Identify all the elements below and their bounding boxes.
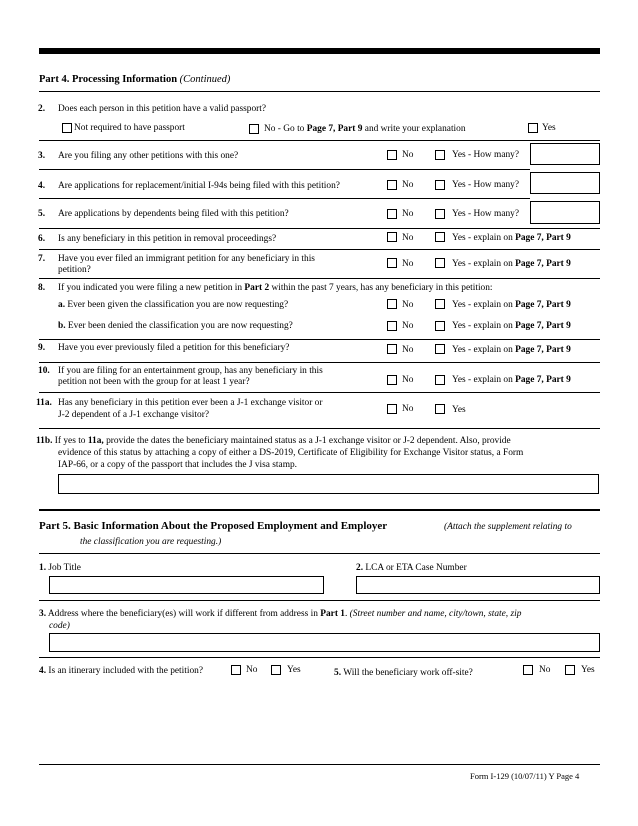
q5-yes-checkbox[interactable]: [435, 209, 445, 219]
q2-not-required-checkbox[interactable]: [62, 123, 72, 133]
q7-no-checkbox[interactable]: [387, 258, 397, 268]
q7-number: 7.: [38, 254, 46, 264]
q11a-no-label: No: [402, 404, 414, 414]
part5-top-rule: [39, 509, 600, 511]
q8b-yes-checkbox[interactable]: [435, 321, 445, 331]
q11a-no-checkbox[interactable]: [387, 404, 397, 414]
itinerary-no-checkbox[interactable]: [231, 665, 241, 675]
q8a-no-checkbox[interactable]: [387, 299, 397, 309]
q2-yes-checkbox[interactable]: [528, 123, 538, 133]
row-rule: [39, 362, 600, 363]
itinerary-label: 4. Is an itinerary included with the petition?: [39, 666, 204, 676]
q8b-text: b. Ever been denied the classification you are now requesting?: [58, 321, 293, 331]
q8a-yes-checkbox[interactable]: [435, 299, 445, 309]
q2-not-required-label: Not required to have passport: [74, 123, 185, 133]
q5-text: Are applications by dependents being filed with this petition?: [58, 209, 289, 219]
part5-header-rule: [39, 553, 600, 554]
job-title-field[interactable]: [49, 576, 324, 594]
lca-case-number-label: 2. LCA or ETA Case Number: [356, 563, 467, 573]
row-rule: [39, 249, 600, 250]
q11a-text-line2: J-2 dependent of a J-1 exchange visitor?: [58, 410, 209, 420]
part4-title: Part 4. Processing Information (Continued): [39, 74, 231, 85]
q3-text: Are you filing any other petitions with this one?: [58, 151, 239, 161]
q11a-yes-label: Yes: [452, 405, 466, 415]
row-rule: [39, 140, 600, 141]
q9-yes-label: Yes - explain on Page 7, Part 9: [452, 345, 571, 355]
q7-text-line2: petition?: [58, 265, 91, 275]
itinerary-yes-checkbox[interactable]: [271, 665, 281, 675]
q5-no-checkbox[interactable]: [387, 209, 397, 219]
top-rule: [39, 48, 600, 54]
q4-how-many-field[interactable]: [530, 172, 600, 194]
q8-number: 8.: [38, 283, 46, 293]
q8b-yes-label: Yes - explain on Page 7, Part 9: [452, 321, 571, 331]
q3-yes-label: Yes - How many?: [452, 150, 520, 160]
part5-note-line2: the classification you are requesting.): [80, 537, 222, 547]
q4-number: 4.: [38, 181, 46, 191]
q11b-dates-field[interactable]: [58, 474, 599, 494]
form-id-footer: Form I-129 (10/07/11) Y Page 4: [470, 771, 580, 781]
q4-yes-label: Yes - How many?: [452, 180, 520, 190]
q10-no-checkbox[interactable]: [387, 375, 397, 385]
row-rule: [39, 339, 600, 340]
off-site-yes-checkbox[interactable]: [565, 665, 575, 675]
q9-no-checkbox[interactable]: [387, 344, 397, 354]
q10-no-label: No: [402, 375, 414, 385]
q7-no-label: No: [402, 259, 414, 269]
q10-number: 10.: [38, 366, 50, 376]
q5-number: 5.: [38, 209, 46, 219]
row-rule: [39, 657, 600, 658]
q2-no-checkbox[interactable]: [249, 124, 259, 134]
q2-number: 2.: [38, 104, 46, 114]
q8b-no-checkbox[interactable]: [387, 321, 397, 331]
q2-text: Does each person in this petition have a valid passport?: [58, 104, 267, 114]
q9-number: 9.: [38, 343, 46, 353]
q10-text-line2: petition not been with the group for at least 1 year?: [58, 377, 250, 387]
q8a-yes-label: Yes - explain on Page 7, Part 9: [452, 300, 571, 310]
q11b-line3: IAP-66, or a copy of the passport that includes the J visa stamp.: [58, 460, 298, 470]
q11b-line2: evidence of this status by attaching a copy of either a DS-2019, Certificate of Eligibility for Exchange Visitor status, a Form: [58, 448, 524, 458]
q8-text: If you indicated you were filing a new petition in Part 2 within the past 7 years, has any beneficiary in this petition:: [58, 283, 493, 293]
off-site-yes-label: Yes: [581, 665, 595, 675]
row-rule: [39, 392, 600, 393]
q6-number: 6.: [38, 234, 46, 244]
q9-no-label: No: [402, 345, 414, 355]
lca-case-number-field[interactable]: [356, 576, 600, 594]
q3-how-many-field[interactable]: [530, 143, 600, 165]
q9-text: Have you ever previously filed a petition for this beneficiary?: [58, 343, 290, 353]
row-rule: [39, 198, 530, 199]
q6-no-checkbox[interactable]: [387, 232, 397, 242]
q2-no-label: No - Go to Page 7, Part 9 and write your explanation: [264, 124, 466, 134]
row-rule: [39, 600, 600, 601]
off-site-label: 5. Will the beneficiary work off-site?: [334, 668, 473, 678]
q3-no-checkbox[interactable]: [387, 150, 397, 160]
q4-no-checkbox[interactable]: [387, 180, 397, 190]
q3-yes-checkbox[interactable]: [435, 150, 445, 160]
q8a-text: a. Ever been given the classification you are now requesting?: [58, 300, 289, 310]
row-rule: [39, 278, 600, 279]
q2-yes-label: Yes: [542, 123, 556, 133]
q6-no-label: No: [402, 233, 414, 243]
row-rule: [39, 169, 530, 170]
q8a-no-label: No: [402, 300, 414, 310]
q11a-number: 11a.: [36, 398, 52, 408]
itinerary-no-label: No: [246, 665, 258, 675]
q6-text: Is any beneficiary in this petition in removal proceedings?: [58, 234, 277, 244]
row-rule: [39, 428, 600, 429]
work-address-hint-line2: code): [49, 621, 70, 631]
q10-text-line1: If you are filing for an entertainment group, has any beneficiary in this: [58, 366, 323, 376]
q6-yes-checkbox[interactable]: [435, 232, 445, 242]
q7-text-line1: Have you ever filed an immigrant petition for any beneficiary in this: [58, 254, 315, 264]
q5-no-label: No: [402, 209, 414, 219]
q4-yes-checkbox[interactable]: [435, 180, 445, 190]
q6-yes-label: Yes - explain on Page 7, Part 9: [452, 233, 571, 243]
work-address-label: 3. Address where the beneficiary(es) will work if different from address in Part 1. (Street number and name, city/town, state, zip: [39, 609, 522, 619]
q5-yes-label: Yes - How many?: [452, 209, 520, 219]
part5-note-line1: (Attach the supplement relating to: [444, 522, 572, 532]
part4-header-rule: [39, 91, 600, 92]
q8b-no-label: No: [402, 321, 414, 331]
part5-title: Part 5. Basic Information About the Proposed Employment and Employer: [39, 520, 388, 532]
q3-no-label: No: [402, 150, 414, 160]
row-rule: [39, 228, 600, 229]
q5-how-many-field[interactable]: [530, 201, 600, 224]
off-site-no-checkbox[interactable]: [523, 665, 533, 675]
footer-rule: [39, 764, 600, 765]
job-title-label: 1. Job Title: [39, 563, 81, 573]
itinerary-yes-label: Yes: [287, 665, 301, 675]
q3-number: 3.: [38, 151, 46, 161]
q7-yes-label: Yes - explain on Page 7, Part 9: [452, 259, 571, 269]
q11a-yes-checkbox[interactable]: [435, 404, 445, 414]
off-site-no-label: No: [539, 665, 551, 675]
q7-yes-checkbox[interactable]: [435, 258, 445, 268]
q10-yes-label: Yes - explain on Page 7, Part 9: [452, 375, 571, 385]
q11a-text-line1: Has any beneficiary in this petition ever been a J-1 exchange visitor or: [58, 398, 323, 408]
work-address-field[interactable]: [49, 633, 600, 652]
q11b-line1: 11b. If yes to 11a, provide the dates the beneficiary maintained status as a J-1 exchange visitor or J-2 dependent. Also, provide: [36, 436, 511, 446]
q4-text: Are applications for replacement/initial I-94s being filed with this petition?: [58, 181, 340, 191]
q9-yes-checkbox[interactable]: [435, 344, 445, 354]
q10-yes-checkbox[interactable]: [435, 375, 445, 385]
q4-no-label: No: [402, 180, 414, 190]
